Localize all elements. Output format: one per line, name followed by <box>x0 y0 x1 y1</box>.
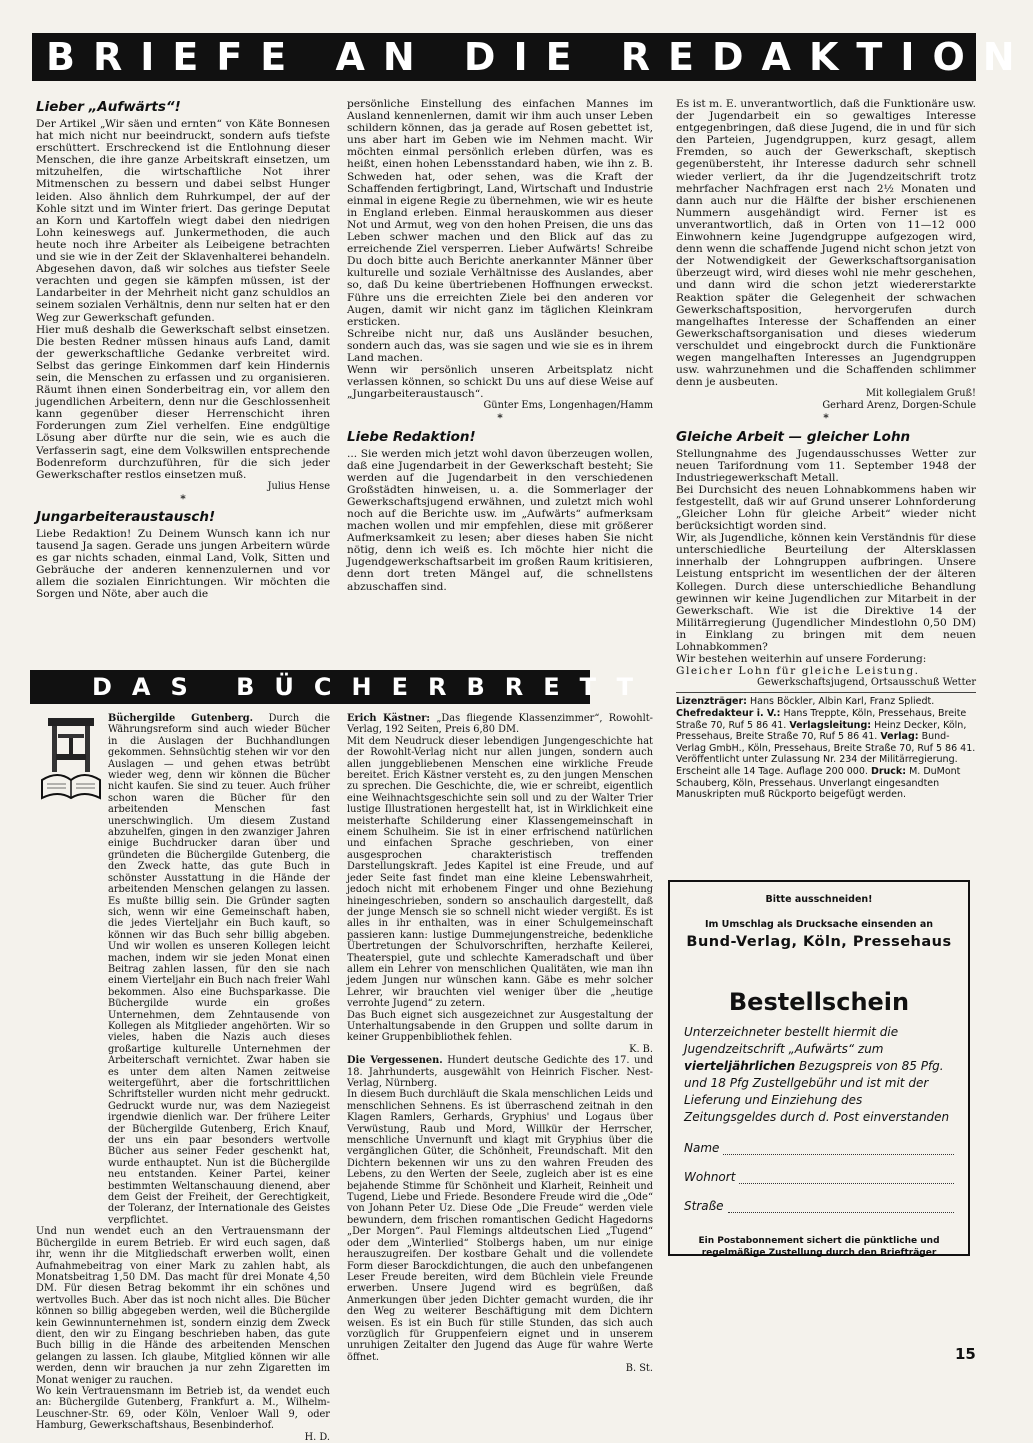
letter-heading: Lieber „Aufwärts“! <box>36 99 181 115</box>
review-paragraph: Und nun wendet euch an den Vertrauensmann der Büchergilde in eurem Betrieb. Er wird euch sagen, daß ihr, wenn ihr die Mitgliedschaft erwerben wollt, einen Aufnahmebeitrag von einer Mark zu zahlen habt, als Monatsbeitrag 1,50 DM. Das macht für drei Monate 4,50 DM. Für diesen Betrag bekommt ihr ein schönes und wertvolles Buch. Aber das ist noch nicht alles. Die Bücher können so billig abgegeben werden, weil die Büchergilde kein Gewinnunternehmen ist, sondern einzig dem Zweck dient, den wir zu Eingang beschrieben haben, das gute Buch billig in die Hände des arbeitenden Menschen gelangen zu lassen. Ich glaube, Mitglied können wir alle werden, denn wir brauchen ja nur zehn Zigaretten im Monat weniger zu rauchen. <box>36 1226 330 1386</box>
street-field[interactable] <box>670 1199 968 1213</box>
imprint-text: Heinz Decker, Köln, Pressehaus, Breite Straße 70, Ruf 5 86 41. <box>676 719 967 743</box>
review-signature: H. D. <box>304 1431 330 1443</box>
section-banner-books: DAS BÜCHERBRETT <box>30 670 590 704</box>
letter-paragraph: Schreibe nicht nur, daß uns Ausländer besuchen, sondern auch das, was sie sagen und wie sie es in ihrem Land machen. <box>347 327 653 364</box>
residence-field-label: Wohnort <box>684 1170 736 1184</box>
column-3 <box>676 98 976 870</box>
imprint-label: Chefredakteur i. V.: <box>676 708 781 719</box>
name-field[interactable] <box>670 1141 968 1155</box>
letter-heading: Jungarbeiteraustausch! <box>36 509 216 525</box>
order-text-bold: vierteljährlichen <box>684 1059 796 1073</box>
review-paragraph: Wo kein Vertrauensmann im Betrieb ist, da wendet euch an: Büchergilde Gutenberg, Frankfurt a. M., Wilhelm-Leuschner-Str. 69, oder Köln, Venloer Wall 9, oder Hamburg, Gewerkschaftshaus, Besenbinderhof. <box>36 1385 330 1432</box>
books-column-1 <box>36 713 330 1443</box>
letter-paragraph: ... Sie werden mich jetzt wohl davon überzeugen wollen, daß eine Jugendarbeit in der Gewerkschaft besteht; Sie werden auf die Jugendarbeit in den verschiedenen Großstädten hinweisen, u. a. die Sommerlager der Gewerkschaftsjugend erwähnen, und zuletzt mich wohl noch auf die Berichte usw. im „Aufwärts“ aufmerksam machen wollen und mir empfehlen, diese mit größerer Aufmerksamkeit zu lesen; aber dieses haben Sie nicht nötig, denn ich weiß es. Ich möchte hier nicht die Jugendgewerkschaftsarbeit im großen Raum kritisieren, denn dort treten Mängel auf, die schnellstens abzuschaffen sind. <box>347 447 653 593</box>
imprint-text: Hans Treppte, Köln, Pressehaus, Breite Straße 70, Ruf 5 86 41. <box>676 708 967 731</box>
residence-field-line[interactable] <box>739 1173 954 1184</box>
review-paragraph <box>36 713 330 1226</box>
letter-paragraph: persönliche Einstellung des einfachen Mannes im Ausland kennenlernen, damit wir ihm auch unser Leben schildern können, das ja gerade auf Rosen gebettet ist, uns aber hart im Geben wie im Nehmen macht. Wir möchten einmal persönlich erleben dürfen, was es heißt, einen hohen Lebensstandard haben, wie ihn z. B. Schweden hat, oder sehen, was die Kraft der Schaffenden fertigbringt, Land, Wirtschaft und Industrie einmal in eigene Regie zu übernehmen, wie wir es heute in England erleben. Einmal herauskommen aus dieser Not und Armut, weg von den hohen Preisen, die uns das Leben schwer machen und den Blick auf das zu erreichende Ziel versperren. Lieber Aufwärts! Schreibe Du doch bitte auch Berichte anerkannter Männer über kulturelle und soziale Verhältnisse des Auslandes, aber so, daß Du keine übertriebenen Hoffnungen erweckst. Führe uns die erreichten Ziele bei den anderen vor Augen, damit wir nicht ganz im täglichen Kleinkram ersticken. <box>347 98 653 328</box>
letter-signature: Günter Ems, Longenhagen/Hamm <box>483 400 653 412</box>
review-paragraph <box>347 1055 653 1089</box>
letter-paragraph: Stellungnahme des Jugendausschusses Wetter zur neuen Tarifordnung vom 11. September 1948 der Industriegewerkschaft Metall. <box>676 447 976 484</box>
imprint-label: Lizenzträger: <box>676 696 747 708</box>
letter-paragraph: Wenn wir persönlich unseren Arbeitsplatz nicht verlassen können, so schickt Du uns auf diese Weise auf „Jungarbeiteraustausch“. <box>347 364 653 401</box>
review-text: Durch die Währungsreform sind auch wieder Bücher in die Auslagen der Buchhandlungen gekommen. Sehnsüchtig stehen wir vor den Auslagen — und gehen etwas betrübt wieder weg, denn wir können die Bücher nicht kaufen. Sie sind zu teuer. Auch früher schon waren die Bücher für den arbeitenden Menschen fast unerschwinglich. Um diesem Zustand abzuhelfen, gingen in den zwanziger Jahren einige Buchdrucker daran über und gründeten die Büchergilde Gutenberg, die den Zweck hatte, das gute Buch in schönster Ausstattung in die Hände der arbeitenden Menschen gelangen zu lassen. Es mußte billig sein. Die Gründer sagten sich, wenn wir eine Gemeinschaft haben, die jedes Vierteljahr ein Buch kauft, so können wir das Buch sehr billig abgeben. Und wir wollen es unseren Kollegen leicht machen, indem wir sie jeden Monat einen Beitrag zahlen lassen, für den sie nach einem Vierteljahr ein Buch nach freier Wahl bekommen. Also eine Buchsparkasse. Die Büchergilde wurde ein großes Unternehmen, dem Zehntausende von Kollegen als Mitglieder angehörten. Wir so vieles, haben die Nazis auch dieses großartige kulturelle Unternehmen der Arbeiterschaft vernichtet. Zwar haben sie es unter dem alten Namen zeitweise weitergeführt, aber die fortschrittlichen Schriftsteller wurden nicht mehr gedruckt. Gedruckt wurde nur, was dem Naziegeist irgendwie dienlich war. Der frühere Leiter der Büchergilde Gutenberg, Erich Knauf, der uns ein paar besonders wertvolle Bücher aus seiner Feder geschenkt hat, wurde enthauptet. Nun ist die Büchergilde neu entstanden. Keiner Partei, keiner bestimmten Weltanschauung dienend, aber dem Geist der Freiheit, der Gerechtigkeit, der Toleranz, der Internationale des Geistes verpflichtet. <box>108 713 330 1226</box>
mailing-instruction: Im Umschlag als Drucksache einsenden an <box>704 919 934 930</box>
divider <box>676 692 976 693</box>
letter-signature: Julius Hense <box>267 480 330 492</box>
name-field-label: Name <box>684 1141 720 1155</box>
review-signature: B. St. <box>625 1363 653 1375</box>
review-text: Hundert deutsche Gedichte des 17. und 18. Jahrhunderts, ausgewählt von Heinrich Fischer. Nest-Verlag, Nürnberg. <box>347 1055 653 1089</box>
review-paragraph: Mit dem Neudruck dieser lebendigen Jungengeschichte hat der Rowohlt-Verlag nicht nur allen jungen, sondern auch allen junggebliebenen Menschen eine wirkliche Freude bereitet. Erich Kästner versteht es, zu den jungen Menschen zu sprechen. Die Geschichte, die, wie er schreibt, eigentlich eine Weihnachtsgeschichte sein soll und zu der Walter Trier lustige Illustrationen hergestellt hat, ist in Wirklichkeit eine meisterhafte Schilderung einer Klassengemeinschaft in einem Schulheim. Sie ist in einer erfrischend natürlichen und einfachen Sprache geschrieben, von einer ausgesprochen charakteristisch treffenden Darstellungskraft. Jedes Kapitel ist eine Freude, und auf jeder Seite fast findet man eine kleine Lebenswahrheit, jedoch nicht mit erhobenem Finger und ohne Beziehung hineingeschrieben, sondern so anschaulich dargestellt, daß der junge Mensch sie so schnell nicht wieder vergißt. Es ist alles in ihr enthalten, was in einer Schulgemeinschaft passieren kann: lustige Dummejungenstreiche, bedenkliche Übertretungen der Schulvorschriften, herzhafte Keilerei, Theaterspiel, gute und schlechte Kameradschaft und über allem ein Lehrer von menschlichen Qualitäten, wie man ihn jedem Jungen nur wünschen kann. Gäbe es mehr solcher Lehrer, wir brauchten viel weniger über die „heutige verrohte Jugend“ zu zetern. <box>347 735 653 1010</box>
letter-greeting: Mit kollegialem Gruß! <box>866 388 976 400</box>
subscription-note: Ein Postabonnement sichert die pünktliche und regelmäßige Zustellung durch den Briefträger <box>698 1236 940 1258</box>
review-paragraph: In diesem Buch durchläuft die Skala menschlichen Leids und menschlichen Sehnens. Es ist überraschend zeitnah in den Klagen Ramlers, Gerhards, Gryphius' und Logaus über Verwüstung, Raub und Mord, Willkür der Herrscher, menschliche Unvernunft und klagt mit Gryphius über die vergänglichen Güter, die Schönheit, Freundschaft. Mit den Dichtern bekennen wir uns zu den wahren Freuden des Lebens, zu den Werten der Seele, zugleich aber ist es eine bejahende Stimme für Schönheit und Klarheit, Reinheit und Tugend, Liebe und Friede. Besondere Freude wird die „Ode“ von Johann Peter Uz. Diese Ode „Die Freude“ werden viele bewundern, dem frischen romantischen Gedicht Hagedorns „Der Morgen“. Paul Flemings altdeutschen Lied „Tugend“ oder dem „Winterlied“ Stolbergs haben, um nur einige herauszugreifen. Der kostbare Gehalt und die vollendete Form dieser Barockdichtungen, die auch den unbefangenen Leser Freude bereiten, wird dem Büchlein viele Freunde erwerben. Unsere Jugend wird es begrüßen, daß Anmerkungen über jeden Dichter gemacht wurden, die ihr den Weg zu weiterer Beschäftigung mit dem Dichtern weisen. Es ist ein Buch für stille Stunden, das sich auch vorzüglich für Gruppenfeiern eignet und in unserem unruhigen Zeitalter den Jugend das Auge für wahre Werte öffnet. <box>347 1089 653 1363</box>
order-form-title: Bestellschein <box>728 988 910 1016</box>
letter-heading: Liebe Redaktion! <box>347 428 476 445</box>
page-number: 15 <box>955 1345 976 1363</box>
review-lead: Die Vergessenen. <box>347 1055 443 1067</box>
order-form-coupon[interactable] <box>668 880 970 1256</box>
letter-demand: Gleicher Lohn für gleiche Leistung. <box>676 665 920 678</box>
street-field-line[interactable] <box>728 1202 954 1213</box>
books-column-2 <box>347 713 653 1375</box>
letter-signature: Gewerkschaftsjugend, Ortsausschuß Wetter <box>757 677 976 689</box>
letter-paragraph: Der Artikel „Wir säen und ernten“ von Käte Bonnesen hat mich nicht nur beeindruckt, sondern aufs tiefste erschüttert. Erschreckend ist die Entlohnung dieser Menschen, die ihre ganze Arbeitskraft einsetzen, um mitzuhelfen, die wirtschaftliche Not ihrer Mitmenschen zu bessern und dabei selbst Hunger leiden. Also ähnlich dem Ruhrkumpel, der auf der Kohle sitzt und im Winter friert. Das geringe Deputat an Korn und Kartoffeln wiegt dabei den niedrigen Lohn keineswegs auf. Junkermethoden, die auch heute noch ihre Arbeiter als Leibeigene betrachten und sie wie in der Zeit der Sklavenhalterei behandeln. Abgesehen davon, daß wir solches aus tiefster Seele verachten und gegen sie kämpfen müssen, ist der Landarbeiter in der Mehrheit nicht ganz schuldlos an seinem sozialen Verhältnis, denn nur selten hat er den Weg zur Gewerkschaft gefunden. <box>36 118 330 324</box>
column-1 <box>36 95 330 657</box>
separator-star: * <box>497 412 503 425</box>
review-signature: K. B. <box>629 1043 653 1055</box>
letter-signature: Gerhard Arenz, Dorgen-Schule <box>822 400 976 412</box>
imprint <box>676 696 976 800</box>
review-lead: Büchergilde Gutenberg. <box>108 713 253 724</box>
letter-paragraph: Hier muß deshalb die Gewerkschaft selbst einsetzen. Die besten Redner müssen hinaus aufs Land, damit der gewerkschaftliche Gedanke verbreitet wird. Selbst das geringe Einkommen darf kein Hindernis sein, die Menschen zu erfassen und zu organisieren. Räumt ihnen einen Sonderbeitrag ein, vor allem den jugendlichen Arbeitern, denn nur die Geschlossenheit kann gegenüber dieser Herrenschicht ihren Forderungen zum Ziel verhelfen. Eine endgültige Lösung aber dürfte nur die sein, wie es auch die Verfasserin sagt, eine dem Volkswillen entsprechende Bodenreform durchzuführen, für die sich jeder Gewerkschafter restlos einsetzen muß. <box>36 323 330 481</box>
imprint-text: Hans Böckler, Albin Karl, Franz Spliedt. <box>749 696 935 708</box>
imprint-text: Bund-Verlag GmbH., Köln, Pressehaus, Breite Straße 70, Ruf 5 86 41. Veröffentlicht unter Zulassung Nr. 234 der Militärregierung. Erscheint alle 14 Tage. Auflage 200 000. <box>676 731 976 777</box>
letter-paragraph: Es ist m. E. unverantwortlich, daß die Funktionäre usw. der Jugendarbeit ein so gewaltiges Interesse entgegenbringen, daß diese Jugend, die in und für sich den Parteien, Jugendgruppen, kurz gesagt, allem Fremden, so auch der Gewerkschaft, skeptisch gegenübersteht, ihr Interesse dadurch sehr schnell wieder verliert, da ihr die Jugendzeitschrift trotz mehrfacher Nachfragen erst nach 2½ Monaten und dann auch nur die Hälfte der bisher erschienenen Nummern ausgehändigt wird. Ferner ist es unverantwortlich, daß in Orten von 11—12 000 Einwohnern keine Jugendgruppe aufgezogen wird, denn wenn die schaffende Jugend nicht schon jetzt von der Notwendigkeit der Gewerkschaftsorganisation überzeugt wird, wird dieses wohl nie mehr geschehen, und dann wird die schon jetzt wiedererstarkte Reaktion später die Gelegenheit der schwachen Gewerkschaftsposition, hervorgerufen durch mangelhaftes Interesse der Schaffenden an einer Gewerkschaftsorganisation und dieses wiederum verschuldet und eingebrockt durch die Funktionäre wegen mangelhaften Interesses an Jugendgruppen usw. wahrzunehmen und die Schaffenden schlimmer denn je ausbeuten. <box>676 98 976 389</box>
section-banner-letters: BRIEFE AN DIE REDAKTION <box>32 33 976 81</box>
review-text: „Das fliegende Klassenzimmer“, Rowohlt-Verlag, 192 Seiten, Preis 6,80 DM. <box>347 713 653 736</box>
publisher-address: Bund-Verlag, Köln, Pressehaus <box>686 934 952 950</box>
name-field-line[interactable] <box>723 1144 954 1155</box>
letter-paragraph: Liebe Redaktion! Zu Deinem Wunsch kann ich nur tausend Ja sagen. Gerade uns jungen Arbeitern würde es gar nichts schaden, einmal Land, Volk, Sitten und Gebräuche der anderen kennenzulernen und vor allem die sozialen Einrichtungen. Wir möchten die Sorgen und Nöte, aber auch die <box>36 528 330 601</box>
review-paragraph <box>347 713 653 736</box>
imprint-text: M. DuMont Schauberg, Köln, Pressehaus. Unverlangt eingesandten Manuskripten muß Rückporto beigefügt werden. <box>676 765 961 801</box>
residence-field[interactable] <box>670 1170 968 1184</box>
letter-paragraph: Wir, als Jugendliche, können kein Verständnis für diese unterschiedliche Beurteilung der Altersklassen innerhalb der Lohngruppen aufbringen. Unsere Leistung entspricht im wesentlichen der der älteren Kollegen. Durch diese unterschiedliche Behandlung gewinnen wir keine Jugendlichen zur Mitarbeit in der Gewerkschaft. Wie ist die Direktive 14 der Militärregierung (Jugendlicher Mindestlohn 0,50 DM) in Einklang zu bringen mit dem neuen Lohnabkommen? <box>676 532 976 654</box>
letter-heading: Gleiche Arbeit — gleicher Lohn <box>676 428 911 445</box>
order-form-text <box>670 1016 968 1126</box>
separator-star: * <box>180 492 186 505</box>
order-text-part: Unterzeichneter bestellt hiermit die Jugendzeitschrift „Aufwärts“ zum <box>684 1025 899 1056</box>
order-text-part: Bezugspreis von 85 Pfg. und 18 Pfg Zustellgebühr und ist mit der Lieferung und Einziehung des Zeitungsgeldes durch d. Post einverstanden <box>684 1059 950 1124</box>
review-lead: Erich Kästner: <box>347 713 431 724</box>
imprint-label: Verlag: <box>880 731 919 743</box>
letter-paragraph: Wir bestehen weiterhin auf unsere Forderung: <box>676 653 927 666</box>
street-field-label: Straße <box>684 1199 724 1213</box>
review-paragraph: Das Buch eignet sich ausgezeichnet zur Ausgestaltung der Unterhaltungsabende in den Gruppen und sollte darum in keiner Gruppenbibliothek fehlen. <box>347 1009 653 1044</box>
letter-paragraph: Bei Durchsicht des neuen Lohnabkommens haben wir festgestellt, daß wir auf Grund unserer Lohnforderung „Gleicher Lohn für gleiche Arbeit“ wieder nicht berücksichtigt worden sind. <box>676 483 976 533</box>
imprint-label: Druck: <box>870 765 907 777</box>
cut-out-notice: Bitte ausschneiden! <box>765 894 873 905</box>
imprint-label: Verlagsleitung: <box>789 719 872 731</box>
column-2 <box>347 98 653 662</box>
separator-star: * <box>823 412 829 425</box>
